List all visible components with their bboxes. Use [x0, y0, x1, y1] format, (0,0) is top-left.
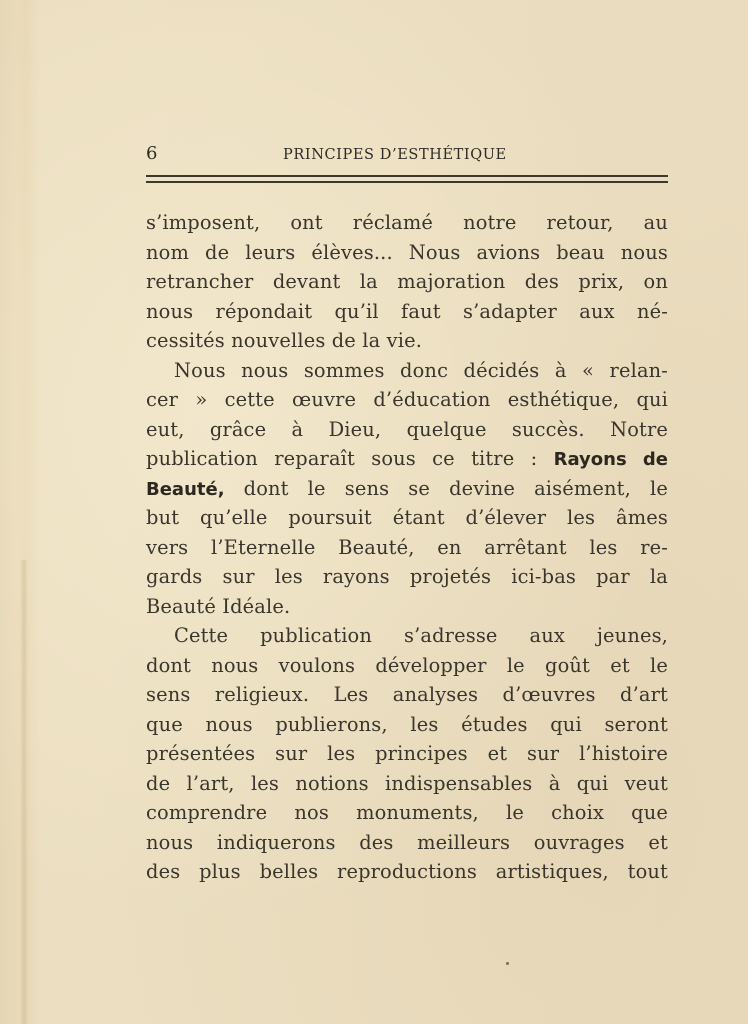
text-fragment: publication reparaît sous ce titre : [146, 447, 554, 470]
text-line: nous répondait qu’il faut s’adapter aux né- [146, 299, 668, 323]
text-line: cessités nouvelles de la vie. [146, 329, 423, 352]
header-rule-top [146, 175, 668, 177]
text-line: vers l’Eternelle Beauté, en arrêtant les re- [146, 535, 668, 559]
text-line: Cette publication s’adresse aux jeunes, [174, 624, 668, 647]
running-header [146, 143, 668, 165]
publication-title-cont: Beauté, [146, 478, 225, 500]
text-line [146, 444, 668, 474]
text-line [146, 474, 668, 504]
text-line: nous indiquerons des meilleurs ouvrages et [146, 830, 668, 854]
paragraph-1 [146, 208, 668, 356]
publication-title: Rayons de [553, 449, 668, 470]
text-line: retrancher devant la majoration des prix, on [146, 270, 668, 293]
text-line: comprendre nos monuments, le choix que [146, 801, 668, 824]
text-line: présentées sur les principes et sur l’histoire [146, 742, 668, 765]
text-line: gards sur les rayons projetés ici-bas par la [146, 565, 668, 588]
text-line: dont nous voulons développer le goût et le [146, 653, 668, 677]
paragraph-3 [146, 621, 668, 887]
text-line: sens religieux. Les analyses d’œuvres d’art [146, 683, 668, 706]
text-line: de l’art, les notions indispensables à qui veut [146, 771, 668, 795]
page-number: 6 [146, 143, 158, 164]
text-line: s’imposent, ont réclamé notre retour, au [146, 211, 668, 234]
text-line: nom de leurs élèves... Nous avions beau nous [146, 240, 668, 264]
paragraph-2 [146, 356, 668, 622]
paper-speck [506, 962, 509, 965]
body-text [146, 208, 668, 887]
text-line: but qu’elle poursuit étant d’élever les âmes [146, 506, 668, 529]
text-fragment: dont le sens se devine aisément, le [224, 476, 668, 500]
running-title: PRINCIPES D’ESTHÉTIQUE [283, 147, 507, 163]
text-line: Beauté Idéale. [146, 594, 291, 618]
page-crease [20, 560, 28, 1024]
text-line: cer » cette œuvre d’éducation esthétique, qui [146, 388, 668, 411]
text-line: que nous publierons, les études qui seront [146, 712, 668, 736]
text-line: eut, grâce à Dieu, quelque succès. Notre [146, 417, 668, 441]
text-line: des plus belles reproductions artistiques, tout [146, 860, 668, 883]
text-line: Nous nous sommes donc décidés à « relan- [174, 358, 668, 382]
header-rule-bottom [146, 181, 668, 183]
